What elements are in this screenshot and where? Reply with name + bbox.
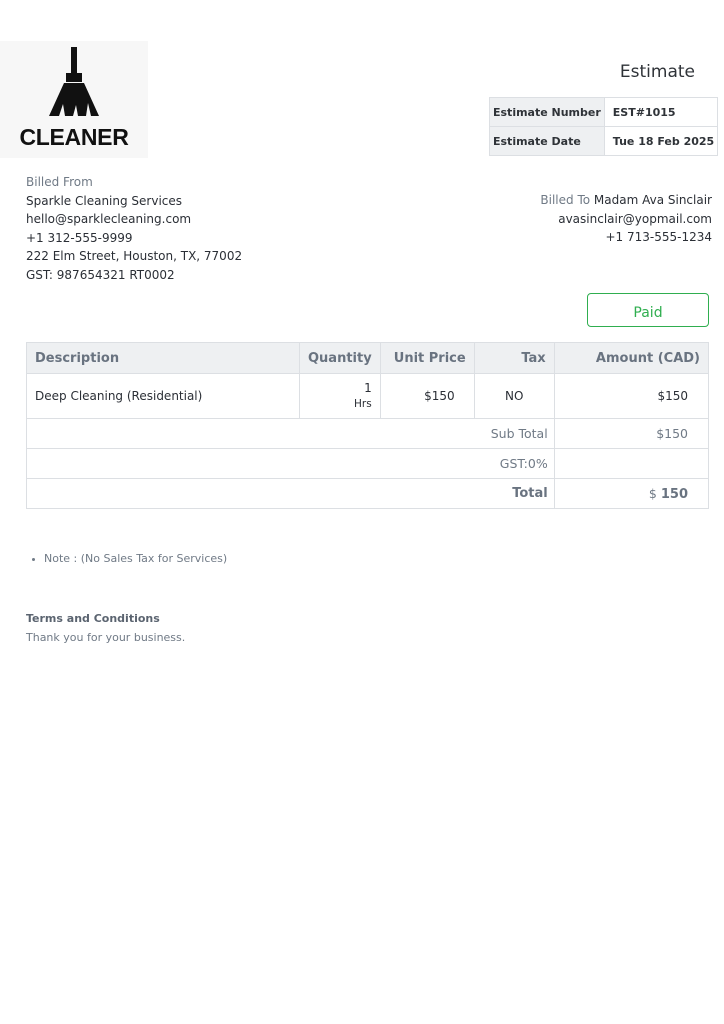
broom-icon (45, 47, 105, 119)
billed-from-block (26, 173, 242, 284)
estimate-number-value: EST#1015 (604, 98, 717, 127)
document-title: Estimate (619, 62, 695, 82)
total-value: 150 (660, 486, 688, 502)
sender-email: hello@sparklecleaning.com (26, 212, 192, 226)
item-description: Deep Cleaning (Residential) (27, 374, 300, 419)
subtotal-label: Sub Total (474, 419, 554, 449)
terms-body: Thank you for your business. (26, 631, 186, 644)
col-unit-price: Unit Price (380, 343, 474, 374)
table-header-row (27, 343, 709, 374)
sender-name: Sparkle Cleaning Services (26, 193, 183, 208)
estimate-number-label: Estimate Number (490, 98, 605, 127)
item-quantity-unit: Hrs (354, 398, 372, 410)
item-quantity-value: 1 (364, 381, 372, 395)
subtotal-row (27, 419, 709, 449)
item-amount: $150 (554, 374, 708, 419)
bullet-icon (32, 558, 35, 561)
sender-address: 222 Elm Street, Houston, TX, 77002 (26, 249, 243, 263)
note-text: Note : (No Sales Tax for Services) (44, 552, 228, 565)
sender-gst: GST: 987654321 RT0002 (26, 267, 175, 282)
company-logo (0, 41, 148, 158)
recipient-name: Madam Ava Sinclair (593, 193, 712, 207)
status-badge: Paid (587, 293, 709, 327)
total-row (27, 479, 709, 509)
recipient-phone: +1 713-555-1234 (605, 230, 712, 244)
billed-from-label: Billed From (26, 175, 93, 189)
col-description: Description (27, 343, 300, 374)
note-item (32, 552, 227, 565)
subtotal-value: $150 (554, 419, 708, 449)
col-quantity: Quantity (300, 343, 381, 374)
gst-label: GST:0% (474, 449, 554, 479)
total-label: Total (474, 479, 554, 509)
logo-text: CLEANER (19, 124, 129, 150)
recipient-email: avasinclair@yopmail.com (558, 211, 712, 226)
line-items-table (26, 342, 709, 509)
estimate-meta-table (489, 97, 718, 156)
item-unit-price: $150 (380, 374, 474, 419)
billed-to-block (540, 191, 712, 247)
col-tax: Tax (474, 343, 554, 374)
estimate-date-label: Estimate Date (490, 127, 605, 156)
table-row (27, 374, 709, 419)
total-currency: $ (648, 485, 657, 501)
gst-value (554, 449, 708, 479)
sender-phone: +1 312-555-9999 (26, 230, 133, 245)
gst-row (27, 449, 709, 479)
total-value-cell (554, 479, 708, 509)
item-tax: NO (474, 374, 554, 419)
col-amount: Amount (CAD) (554, 343, 708, 374)
billed-to-label: Billed To (540, 193, 591, 207)
terms-heading: Terms and Conditions (26, 612, 160, 625)
estimate-date-value: Tue 18 Feb 2025 (604, 127, 717, 156)
item-quantity (300, 374, 381, 419)
